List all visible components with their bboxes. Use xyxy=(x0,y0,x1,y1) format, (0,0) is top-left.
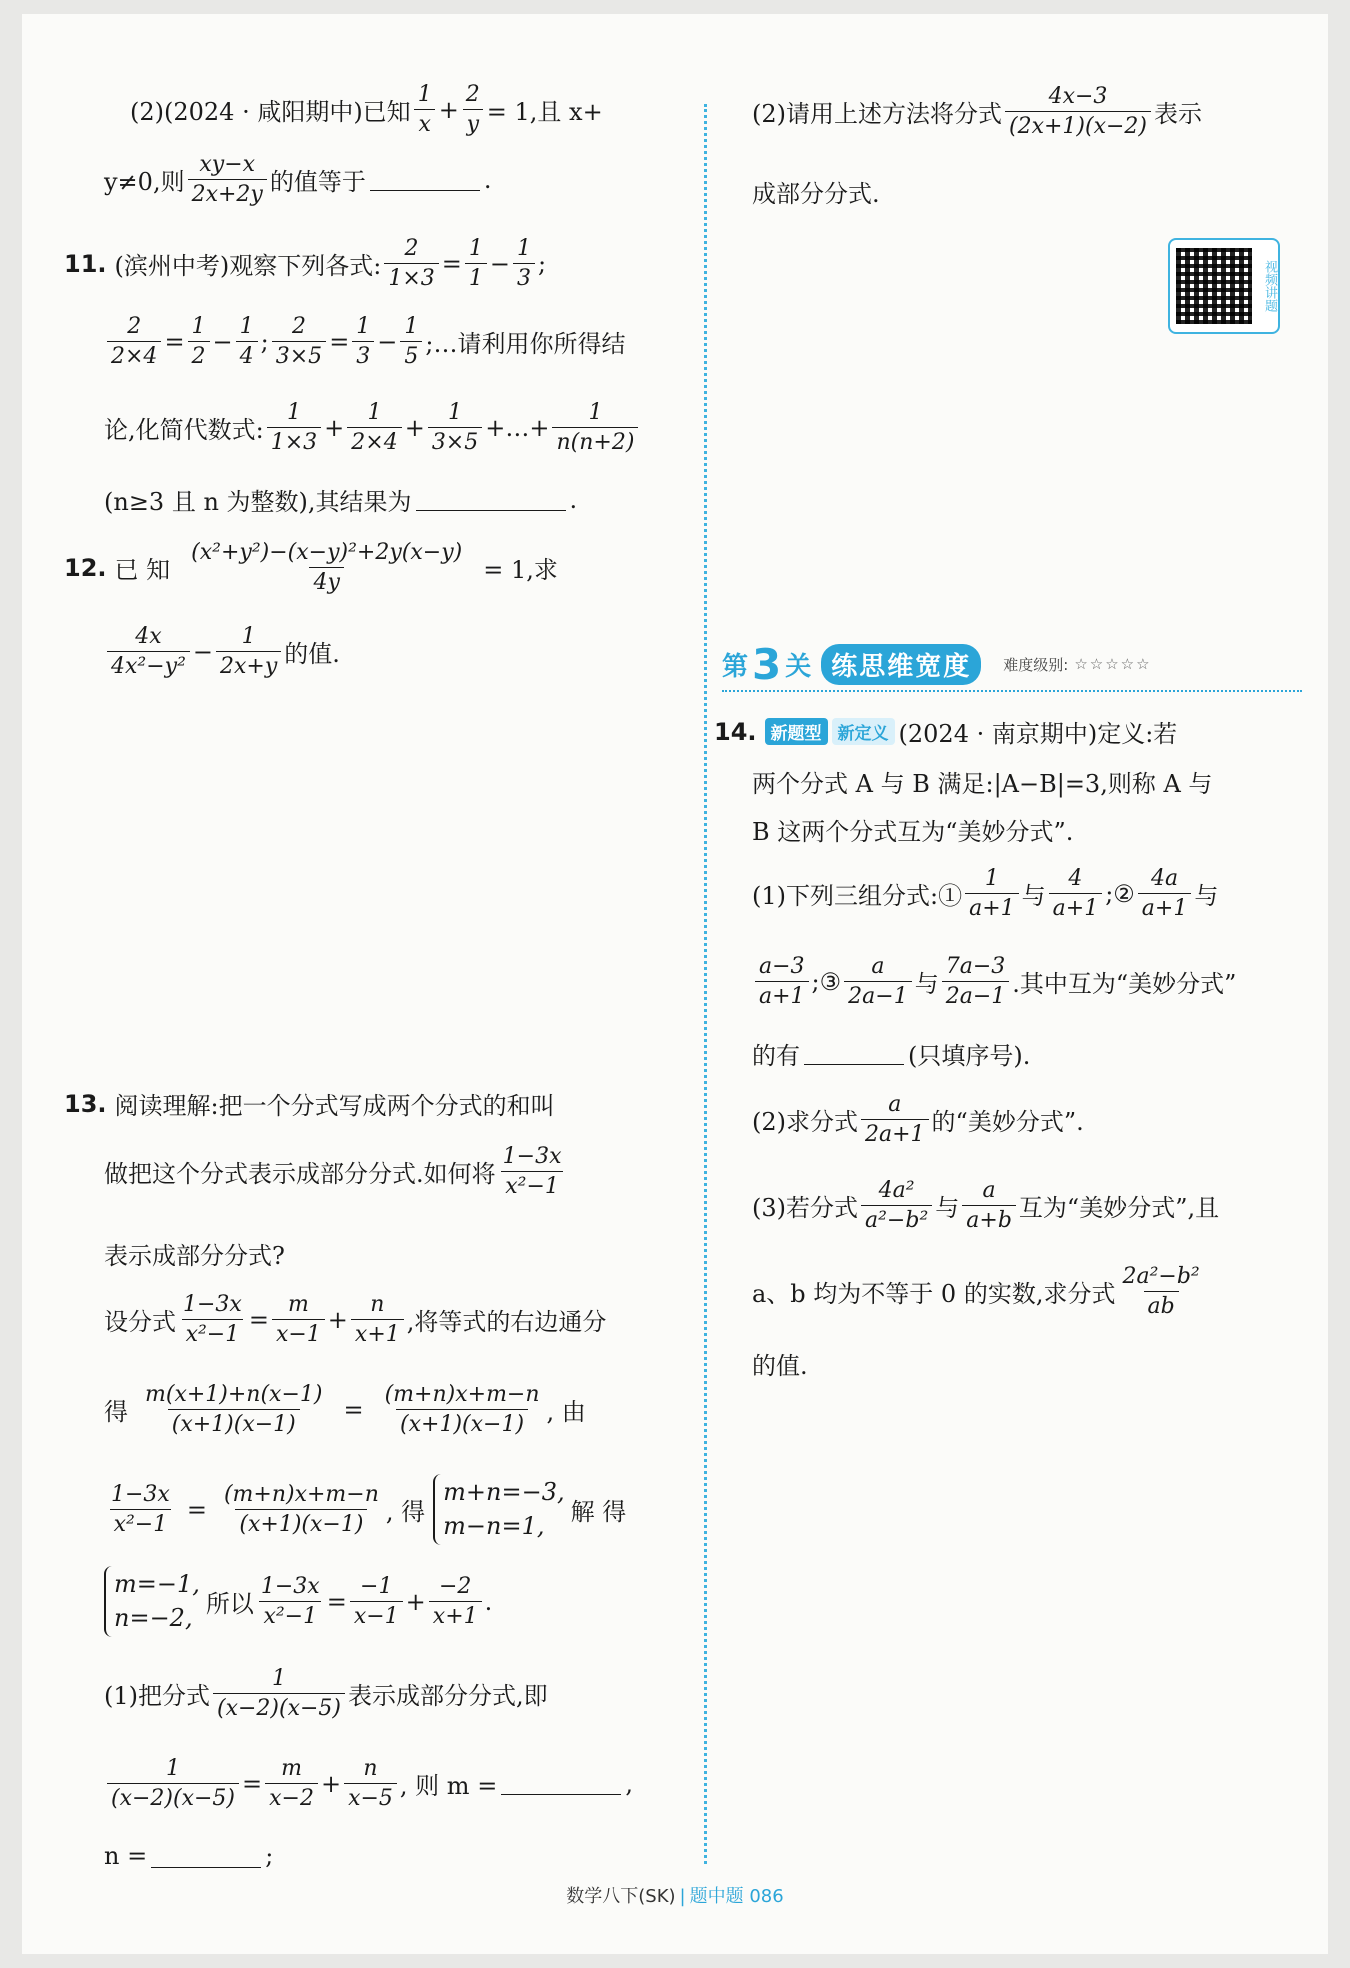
fraction: $\frac{n}{x-5}$ xyxy=(344,1756,397,1812)
fraction: $\frac{1-3x}{\text{x²−1}}$ xyxy=(183,1292,242,1348)
fraction: $\frac{m(x+1)+n(x-1)}{(x+1)(x-1)}$ xyxy=(145,1382,323,1438)
fraction: $\frac{1}{2}$ xyxy=(188,314,210,370)
q14-part1-line2: $\frac{a-3}{a+1}$ ;③ $\frac{a}{2a-1}$ 与 $\frac{7a-3}{2a-1}$ .其中互为“美妙分式” xyxy=(752,954,1236,1010)
tag-new-definition: 新定义 xyxy=(832,718,895,745)
question-number: 12. xyxy=(64,553,107,582)
fraction: $\frac{\text{2a²−b²}}{ab}$ xyxy=(1122,1264,1200,1320)
star-rating-icon: ☆☆☆☆☆ xyxy=(1074,655,1152,673)
q12-line1: 12. 已 知 $\frac{\text{(x²+y²)−(x−y)²+2y(x−y)}}{4y}$ = 1,求 xyxy=(64,540,558,596)
q13-line3: 表示成部分分式? xyxy=(104,1242,285,1270)
fraction: $\frac{1}{2\times 4}$ xyxy=(347,400,401,456)
q10-part2-line1: (2)(2024 · 咸阳期中)已知 $\frac{1}{x}$ + $\frac{2}{y}$ = 1,且 x+ xyxy=(130,82,603,138)
answer-blank-n[interactable] xyxy=(151,1845,261,1868)
q14-line2: 两个分式 A 与 B 满足:|A−B|=3,则称 A 与 xyxy=(752,770,1213,798)
fraction: $\frac{1-3x}{\text{x²−1}}$ xyxy=(111,1481,170,1538)
q13-line5: 得 $\frac{m(x+1)+n(x-1)}{(x+1)(x-1)}$ = $\frac{(m+n)x+m-n}{(x+1)(x-1)}$ , 由 xyxy=(104,1382,586,1438)
fraction: $\frac{1-3x}{\text{x²−1}}$ xyxy=(502,1144,562,1200)
fraction: $\frac{1}{2x+y}$ xyxy=(216,624,281,680)
q13-line4: 设分式 $\frac{1-3x}{\text{x²−1}}$ = $\frac{m}{x-1}$ + $\frac{n}{x+1}$ ,将等式的右边通分 xyxy=(104,1292,607,1348)
fraction: $\frac{1}{1\times 3}$ xyxy=(267,400,321,456)
tag-new-type: 新题型 xyxy=(765,718,828,745)
fraction: $\frac{1}{3}$ xyxy=(352,314,374,370)
question-number: 13. xyxy=(64,1089,107,1118)
footer-section: 题中题 xyxy=(689,1886,744,1907)
q13-line6: $\frac{1-3x}{\text{x²−1}}$ = $\frac{(m+n)x+m-n}{(x+1)(x-1)}$ , 得 m+n=−3, m−n=1, 解 得 xyxy=(104,1474,626,1545)
q11-line3: 论,化简代数式: $\frac{1}{1\times 3}$ + $\frac{1}{2\times 4}$ + $\frac{1}{3\times 5}$ +…+ $\frac{1}{n(n+2)}$ xyxy=(104,400,641,456)
q14-part3-line1: (3)若分式 $\frac{\text{4a²}}{\text{a²−b²}}$ 与 $\frac{a}{a+b}$ 互为“美妙分式”,且 xyxy=(752,1178,1220,1234)
q13-part1-line1: (1)把分式 $\frac{1}{(x-2)(x-5)}$ 表示成部分分式,即 xyxy=(104,1666,548,1722)
fraction: $\frac{(m+n)x+m-n}{(x+1)(x-1)}$ xyxy=(223,1481,379,1538)
fraction: $\frac{1}{x}$ xyxy=(414,82,436,138)
fraction: $\frac{a-3}{a+1}$ xyxy=(755,954,809,1010)
q13-part1-line2: $\frac{1}{(x-2)(x-5)}$ = $\frac{m}{x-2}$ + $\frac{n}{x-5}$ , 则 m = , xyxy=(104,1756,633,1812)
fraction: $\frac{xy-x}{2x+2y}$ xyxy=(188,152,267,208)
answer-blank-m[interactable] xyxy=(501,1772,621,1795)
page xyxy=(22,14,1328,1954)
fraction: $\frac{2}{y}$ xyxy=(462,82,484,138)
fraction: $\frac{a}{2a-1}$ xyxy=(844,954,912,1010)
level-number: 3 xyxy=(752,639,782,689)
fraction: $\frac{n}{x+1}$ xyxy=(351,1292,404,1348)
fraction: $\frac{7a-3}{2a-1}$ xyxy=(942,954,1010,1010)
q10-prefix: (2)(2024 · 咸阳期中)已知 xyxy=(130,98,411,127)
fraction: $\frac{a}{a+b}$ xyxy=(962,1178,1016,1234)
fraction: $\frac{2}{3\times 5}$ xyxy=(272,314,326,370)
fraction: $\frac{(m+n)x+m-n}{(x+1)(x-1)}$ xyxy=(384,1382,540,1438)
answer-blank[interactable] xyxy=(416,488,566,511)
level-banner: 第 3 关 练思维宽度 难度级别: ☆☆☆☆☆ xyxy=(722,642,1302,686)
column-divider xyxy=(704,104,707,1864)
q13-part2-line1: (2)请用上述方法将分式 $\frac{4x-3}{(2x+1)(x-2)}$ 表示 xyxy=(752,84,1203,140)
fraction: $\frac{1}{a+1}$ xyxy=(965,866,1019,922)
fraction: $\frac{-1}{x-1}$ xyxy=(350,1574,403,1630)
fraction: $\frac{1}{5}$ xyxy=(400,314,422,370)
qr-code-video[interactable] xyxy=(1168,238,1280,334)
page-number: 086 xyxy=(749,1886,784,1907)
fraction: $\frac{1}{(x-2)(x-5)}$ xyxy=(107,1756,239,1812)
fraction: $\frac{\text{4a²}}{\text{a²−b²}}$ xyxy=(861,1178,932,1234)
fraction: $\frac{4}{a+1}$ xyxy=(1049,866,1103,922)
fraction: $\frac{1}{(x-2)(x-5)}$ xyxy=(213,1666,345,1722)
q13-line1: 13. 阅读理解:把一个分式写成两个分式的和叫 xyxy=(64,1089,555,1120)
page-footer: 数学八下(SK) | 题中题 086 xyxy=(566,1886,784,1907)
q14-line3: B 这两个分式互为“美妙分式”. xyxy=(752,818,1074,846)
question-number: 14. xyxy=(714,717,757,746)
fraction: $\frac{1-3x}{\text{x²−1}}$ xyxy=(260,1573,320,1630)
fraction: $\frac{1}{1}$ xyxy=(465,236,487,292)
q11-line1: 11. (滨州中考)观察下列各式: $\frac{2}{1\times 3}$ = $\frac{1}{1}$ − $\frac{1}{3}$ ; xyxy=(64,236,547,292)
q14-part1-line1: (1)下列三组分式:① $\frac{1}{a+1}$ 与 $\frac{4}{a+1}$ ;② $\frac{4a}{a+1}$ 与 xyxy=(752,866,1219,922)
fraction: $\frac{4a}{a+1}$ xyxy=(1138,866,1192,922)
answer-blank[interactable] xyxy=(370,168,480,191)
q13-part1-line3: n = ; xyxy=(104,1842,274,1870)
q13-line7: m=−1, n=−2, 所以 $\frac{1-3x}{\text{x²−1}}$ = $\frac{-1}{x-1}$ + $\frac{-2}{x+1}$ . xyxy=(104,1566,492,1637)
fraction: $\frac{-2}{x+1}$ xyxy=(429,1574,482,1630)
fraction: $\frac{2}{2\times 4}$ xyxy=(107,314,161,370)
fraction: $\frac{1}{3}$ xyxy=(513,236,535,292)
q13-line2: 做把这个分式表示成部分分式.如何将 $\frac{1-3x}{\text{x²−1}}$ xyxy=(104,1144,568,1200)
q13-part2-line2: 成部分分式. xyxy=(752,180,880,208)
q14-part1-line3: 的有 (只填序号). xyxy=(752,1042,1031,1070)
fraction: $\frac{1}{3\times 5}$ xyxy=(428,400,482,456)
qr-code-icon xyxy=(1176,248,1252,324)
fraction: $\frac{\text{(x²+y²)−(x−y)²+2y(x−y)}}{4y}$ xyxy=(191,540,463,596)
q14-part3-line3: 的值. xyxy=(752,1352,808,1380)
fraction: $\frac{m}{x-1}$ xyxy=(272,1292,325,1348)
qr-label: 视频讲题 xyxy=(1262,260,1277,312)
fraction: $\frac{a}{2a+1}$ xyxy=(861,1092,929,1148)
q14-line1: 14. 新题型 新定义 (2024 · 南京期中)定义:若 xyxy=(714,717,1178,748)
q11-line4: (n≥3 且 n 为整数),其结果为 . xyxy=(104,485,578,516)
footer-subject: 数学八下(SK) xyxy=(566,1886,676,1907)
q14-part2: (2)求分式 $\frac{a}{2a+1}$ 的“美妙分式”. xyxy=(752,1092,1084,1148)
banner-title: 练思维宽度 xyxy=(821,644,981,685)
answer-blank[interactable] xyxy=(804,1042,904,1065)
q12-line2: $\frac{4x}{\text{4x²−y²}}$ − $\frac{1}{2x+y}$ 的值. xyxy=(104,624,340,680)
q14-part3-line2: a、b 均为不等于 0 的实数,求分式 $\frac{\text{2a²−b²}}{ab}$ xyxy=(752,1264,1207,1320)
fraction: $\frac{m}{x-2}$ xyxy=(265,1756,318,1812)
fraction: $\frac{1}{4}$ xyxy=(236,314,258,370)
q10-part2-line2: y≠0,则 $\frac{xy-x}{2x+2y}$ 的值等于 . xyxy=(104,152,492,208)
fraction: $\frac{2}{1\times 3}$ xyxy=(384,236,438,292)
fraction: $\frac{4x}{\text{4x²−y²}}$ xyxy=(107,624,190,680)
equation-system: m+n=−3, m−n=1, xyxy=(433,1474,564,1545)
equation-system: m=−1, n=−2, xyxy=(104,1566,200,1637)
fraction: $\frac{4x-3}{(2x+1)(x-2)}$ xyxy=(1005,84,1151,140)
difficulty-label: 难度级别: xyxy=(1003,655,1069,674)
fraction: $\frac{1}{n(n+2)}$ xyxy=(552,400,638,456)
question-number: 11. xyxy=(64,249,107,278)
q11-line2: $\frac{2}{2\times 4}$ = $\frac{1}{2}$ − $\frac{1}{4}$ ; $\frac{2}{3\times 5}$ = $\frac{1}{3}$ − $\frac{1}{5}$ ;…请利用你所得结 xyxy=(104,314,626,370)
